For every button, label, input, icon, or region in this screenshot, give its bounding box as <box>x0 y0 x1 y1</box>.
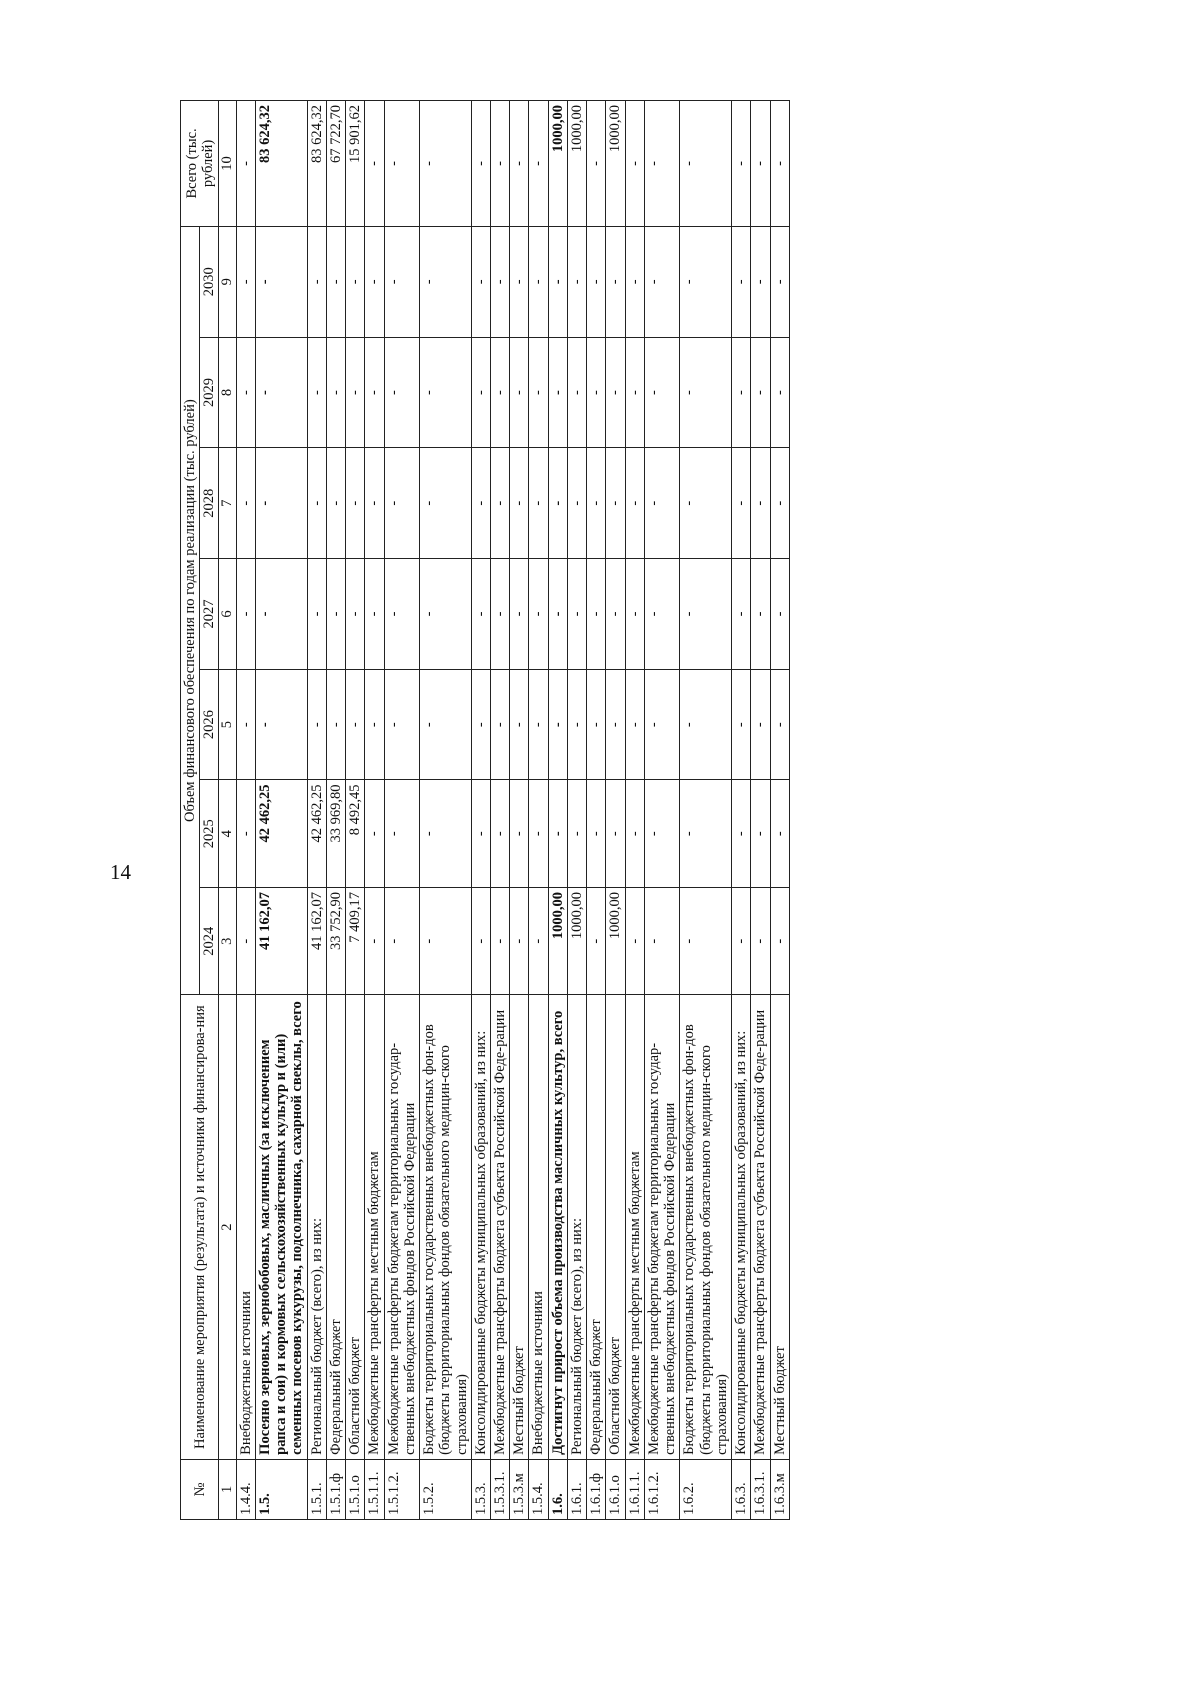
row-year-value-cell: 1000,00 <box>567 887 586 994</box>
row-year-value-cell: - <box>346 669 365 780</box>
row-year-value-cell: - <box>529 887 548 994</box>
row-year-value-cell: - <box>548 669 567 780</box>
row-number-cell: 1.5.3.м <box>510 1459 529 1519</box>
row-year-value-cell: - <box>751 780 770 887</box>
row-year-value-cell: - <box>420 448 472 559</box>
row-name-cell: Межбюджетные трансферты бюджетам территориальных государ-ственных внебюджетных фондов Российской Федерации <box>384 995 419 1459</box>
row-year-value-cell: - <box>567 780 586 887</box>
row-year-value-cell: - <box>644 337 679 448</box>
table-row <box>529 101 548 1520</box>
row-year-value-cell: - <box>644 559 679 670</box>
row-year-value-cell: - <box>510 780 529 887</box>
row-name-cell: Федеральный бюджет <box>587 995 606 1459</box>
row-year-value-cell: - <box>471 337 490 448</box>
table-row <box>307 101 326 1520</box>
row-number-cell: 1.6.1. <box>567 1459 586 1519</box>
row-name-cell: Областной бюджет <box>346 995 365 1459</box>
row-year-value-cell: - <box>384 337 419 448</box>
row-year-value-cell: - <box>346 226 365 337</box>
row-year-value-cell: - <box>680 337 732 448</box>
row-total-cell: - <box>625 101 644 227</box>
column-number: 7 <box>219 448 236 559</box>
row-total-cell: 15 901,62 <box>346 101 365 227</box>
row-year-value-cell: - <box>732 559 751 670</box>
row-year-value-cell: - <box>471 559 490 670</box>
row-year-value-cell: - <box>384 887 419 994</box>
row-number-cell: 1.6.1.о <box>606 1459 625 1519</box>
table-row <box>548 101 567 1520</box>
row-year-value-cell: - <box>587 780 606 887</box>
row-year-value-cell: - <box>587 337 606 448</box>
row-year-value-cell: 1000,00 <box>606 887 625 994</box>
row-year-value-cell: - <box>606 226 625 337</box>
row-year-value-cell: - <box>606 337 625 448</box>
row-total-cell: - <box>236 101 255 227</box>
row-year-value-cell: - <box>510 669 529 780</box>
row-year-value-cell: - <box>770 780 789 887</box>
row-year-value-cell: - <box>751 559 770 670</box>
year-header: 2024 <box>200 887 219 994</box>
row-year-value-cell: - <box>490 780 509 887</box>
row-year-value-cell: - <box>510 887 529 994</box>
row-total-cell: 1000,00 <box>548 101 567 227</box>
col-volume-header: Объем финансового обеспечения по годам реализации (тыс. рублей) <box>181 226 200 995</box>
row-year-value-cell: - <box>365 226 384 337</box>
row-year-value-cell: - <box>606 448 625 559</box>
row-year-value-cell: - <box>529 448 548 559</box>
row-year-value-cell: 42 462,25 <box>255 780 307 887</box>
row-number-cell: 1.5.3. <box>471 1459 490 1519</box>
row-year-value-cell: - <box>770 226 789 337</box>
row-year-value-cell: - <box>307 337 326 448</box>
row-year-value-cell: - <box>490 337 509 448</box>
row-total-cell: - <box>510 101 529 227</box>
row-year-value-cell: - <box>307 448 326 559</box>
row-number-cell: 1.5.1. <box>307 1459 326 1519</box>
row-total-cell: - <box>770 101 789 227</box>
row-year-value-cell: - <box>770 559 789 670</box>
row-year-value-cell: - <box>625 669 644 780</box>
row-year-value-cell: - <box>680 669 732 780</box>
year-header: 2030 <box>200 226 219 337</box>
row-year-value-cell: 33 752,90 <box>326 887 345 994</box>
row-year-value-cell: - <box>567 226 586 337</box>
row-year-value-cell: - <box>732 337 751 448</box>
row-year-value-cell: - <box>346 337 365 448</box>
row-name-cell: Бюджеты территориальных государственных внебюджетных фон-дов (бюджеты территориальных фондов обязательного медицин-ского страхования) <box>420 995 472 1459</box>
row-number-cell: 1.6.2. <box>680 1459 732 1519</box>
row-name-cell: Региональный бюджет (всего), из них: <box>307 995 326 1459</box>
page-number: 14 <box>110 860 131 884</box>
row-year-value-cell: - <box>236 559 255 670</box>
row-year-value-cell: - <box>326 448 345 559</box>
row-year-value-cell: - <box>490 559 509 670</box>
row-number-cell: 1.5.2. <box>420 1459 472 1519</box>
row-name-cell: Областной бюджет <box>606 995 625 1459</box>
row-name-cell: Местный бюджет <box>510 995 529 1459</box>
table-row <box>644 101 679 1520</box>
row-year-value-cell: - <box>255 669 307 780</box>
row-total-cell: - <box>751 101 770 227</box>
row-year-value-cell: - <box>346 559 365 670</box>
row-number-cell: 1.6.1.2. <box>644 1459 679 1519</box>
row-year-value-cell: - <box>770 448 789 559</box>
column-number: 6 <box>219 559 236 670</box>
row-year-value-cell: - <box>732 780 751 887</box>
row-year-value-cell: - <box>548 226 567 337</box>
row-year-value-cell: 8 492,45 <box>346 780 365 887</box>
row-total-cell: - <box>529 101 548 227</box>
row-total-cell: - <box>732 101 751 227</box>
row-year-value-cell: - <box>490 448 509 559</box>
row-year-value-cell: - <box>471 887 490 994</box>
year-header: 2029 <box>200 337 219 448</box>
table-row <box>510 101 529 1520</box>
row-year-value-cell: - <box>529 780 548 887</box>
row-year-value-cell: 7 409,17 <box>346 887 365 994</box>
row-total-cell: - <box>644 101 679 227</box>
row-year-value-cell: - <box>420 669 472 780</box>
column-number: 8 <box>219 337 236 448</box>
row-number-cell: 1.6.1.ф <box>587 1459 606 1519</box>
row-year-value-cell: - <box>751 669 770 780</box>
table-row <box>236 101 255 1520</box>
row-year-value-cell: - <box>567 559 586 670</box>
rotated-table-container <box>180 100 1180 1520</box>
row-year-value-cell: - <box>384 448 419 559</box>
row-year-value-cell: - <box>567 337 586 448</box>
table-row <box>625 101 644 1520</box>
row-year-value-cell: - <box>365 780 384 887</box>
row-year-value-cell: - <box>236 337 255 448</box>
row-total-cell: 83 624,32 <box>307 101 326 227</box>
row-year-value-cell: - <box>680 559 732 670</box>
row-name-cell: Посеяно зерновых, зернобобовых, масличных (за исключением рапса и сои) и кормовых сельскохозяйственных культур и (или) семенных посевов кукурузы, подсолнечника, сахарной свеклы, всего <box>255 995 307 1459</box>
row-number-cell: 1.5. <box>255 1459 307 1519</box>
row-year-value-cell: - <box>587 226 606 337</box>
row-year-value-cell: - <box>548 448 567 559</box>
row-total-cell: - <box>384 101 419 227</box>
row-name-cell: Бюджеты территориальных государственных внебюджетных фон-дов (бюджеты территориальных фондов обязательного медицин-ского страхования) <box>680 995 732 1459</box>
table-row <box>255 101 307 1520</box>
row-total-cell: 1000,00 <box>567 101 586 227</box>
row-year-value-cell: - <box>625 337 644 448</box>
row-year-value-cell: - <box>420 887 472 994</box>
row-year-value-cell: - <box>751 337 770 448</box>
row-year-value-cell: 41 162,07 <box>255 887 307 994</box>
row-year-value-cell: - <box>307 226 326 337</box>
row-year-value-cell: - <box>644 669 679 780</box>
column-number: 4 <box>219 780 236 887</box>
row-year-value-cell: - <box>365 559 384 670</box>
column-number: 9 <box>219 226 236 337</box>
row-year-value-cell: - <box>587 669 606 780</box>
row-name-cell: Достигнут прирост объема производства масличных культур, всего <box>548 995 567 1459</box>
row-year-value-cell: - <box>236 226 255 337</box>
row-year-value-cell: - <box>510 226 529 337</box>
row-year-value-cell: 1000,00 <box>548 887 567 994</box>
row-year-value-cell: - <box>625 448 644 559</box>
row-total-cell: - <box>365 101 384 227</box>
column-number: 3 <box>219 887 236 994</box>
row-name-cell: Местный бюджет <box>770 995 789 1459</box>
header-row-column-numbers <box>219 101 236 1520</box>
row-name-cell: Внебюджетные источники <box>529 995 548 1459</box>
row-year-value-cell: - <box>625 559 644 670</box>
row-year-value-cell: - <box>255 337 307 448</box>
row-total-cell: 83 624,32 <box>255 101 307 227</box>
table-row <box>567 101 586 1520</box>
column-number: 2 <box>219 995 236 1459</box>
row-year-value-cell: - <box>587 448 606 559</box>
row-year-value-cell: - <box>326 669 345 780</box>
table-row <box>365 101 384 1520</box>
row-year-value-cell: - <box>346 448 365 559</box>
row-year-value-cell: - <box>625 780 644 887</box>
row-year-value-cell: - <box>420 337 472 448</box>
row-year-value-cell: - <box>529 226 548 337</box>
row-year-value-cell: - <box>307 559 326 670</box>
row-year-value-cell: - <box>529 669 548 780</box>
row-year-value-cell: - <box>384 780 419 887</box>
row-total-cell: 1000,00 <box>606 101 625 227</box>
row-name-cell: Консолидированные бюджеты муниципальных образований, из них: <box>732 995 751 1459</box>
row-year-value-cell: - <box>384 226 419 337</box>
row-year-value-cell: - <box>587 559 606 670</box>
row-year-value-cell: - <box>625 226 644 337</box>
row-year-value-cell: - <box>236 780 255 887</box>
row-number-cell: 1.6.3.1. <box>751 1459 770 1519</box>
row-year-value-cell: - <box>567 448 586 559</box>
row-year-value-cell: - <box>732 887 751 994</box>
row-year-value-cell: 42 462,25 <box>307 780 326 887</box>
row-year-value-cell: - <box>471 226 490 337</box>
row-year-value-cell: - <box>732 669 751 780</box>
row-year-value-cell: - <box>307 669 326 780</box>
column-number: 1 <box>219 1459 236 1519</box>
row-year-value-cell: - <box>255 559 307 670</box>
row-year-value-cell: - <box>365 669 384 780</box>
financing-table <box>180 100 790 1520</box>
row-year-value-cell: - <box>420 559 472 670</box>
row-year-value-cell: - <box>644 448 679 559</box>
row-year-value-cell: - <box>548 559 567 670</box>
row-year-value-cell: - <box>567 669 586 780</box>
row-year-value-cell: - <box>548 780 567 887</box>
year-header: 2025 <box>200 780 219 887</box>
row-year-value-cell: - <box>680 448 732 559</box>
row-year-value-cell: - <box>606 780 625 887</box>
col-total-header: Всего (тыс. рублей) <box>181 101 219 227</box>
row-total-cell: 67 722,70 <box>326 101 345 227</box>
row-year-value-cell: - <box>365 448 384 559</box>
row-total-cell: - <box>680 101 732 227</box>
row-year-value-cell: - <box>644 226 679 337</box>
row-year-value-cell: - <box>529 559 548 670</box>
row-year-value-cell: - <box>606 559 625 670</box>
row-year-value-cell: - <box>236 887 255 994</box>
row-year-value-cell: - <box>529 337 548 448</box>
row-name-cell: Внебюджетные источники <box>236 995 255 1459</box>
row-year-value-cell: - <box>510 448 529 559</box>
row-year-value-cell: - <box>326 559 345 670</box>
row-year-value-cell: - <box>606 669 625 780</box>
row-year-value-cell: - <box>680 226 732 337</box>
row-year-value-cell: - <box>644 887 679 994</box>
row-year-value-cell: - <box>680 887 732 994</box>
row-name-cell: Межбюджетные трансферты местным бюджетам <box>625 995 644 1459</box>
row-year-value-cell: - <box>751 226 770 337</box>
header-row-1 <box>181 101 200 1520</box>
table-row <box>490 101 509 1520</box>
row-name-cell: Межбюджетные трансферты местным бюджетам <box>365 995 384 1459</box>
table-row <box>326 101 345 1520</box>
row-year-value-cell: - <box>471 448 490 559</box>
row-total-cell: - <box>587 101 606 227</box>
row-year-value-cell: - <box>490 887 509 994</box>
table-row <box>420 101 472 1520</box>
row-name-cell: Региональный бюджет (всего), из них: <box>567 995 586 1459</box>
column-number: 5 <box>219 669 236 780</box>
row-number-cell: 1.5.1.2. <box>384 1459 419 1519</box>
row-number-cell: 1.5.4. <box>529 1459 548 1519</box>
row-year-value-cell: - <box>548 337 567 448</box>
row-year-value-cell: - <box>236 448 255 559</box>
row-number-cell: 1.6.1.1. <box>625 1459 644 1519</box>
row-name-cell: Межбюджетные трансферты бюджетам территориальных государ-ственных внебюджетных фондов Российской Федерации <box>644 995 679 1459</box>
row-year-value-cell: - <box>510 559 529 670</box>
row-total-cell: - <box>471 101 490 227</box>
row-year-value-cell: - <box>471 780 490 887</box>
row-year-value-cell: - <box>751 448 770 559</box>
row-year-value-cell: - <box>770 887 789 994</box>
row-year-value-cell: - <box>732 226 751 337</box>
row-year-value-cell: - <box>420 226 472 337</box>
row-year-value-cell: 33 969,80 <box>326 780 345 887</box>
row-year-value-cell: - <box>384 669 419 780</box>
row-year-value-cell: - <box>510 337 529 448</box>
table-row <box>770 101 789 1520</box>
row-year-value-cell: - <box>236 669 255 780</box>
row-year-value-cell: - <box>255 226 307 337</box>
row-year-value-cell: - <box>420 780 472 887</box>
table-row <box>606 101 625 1520</box>
row-number-cell: 1.5.1.о <box>346 1459 365 1519</box>
row-year-value-cell: - <box>625 887 644 994</box>
row-year-value-cell: - <box>326 337 345 448</box>
row-name-cell: Межбюджетные трансферты бюджета субъекта Российской Феде-рации <box>751 995 770 1459</box>
table-row <box>384 101 419 1520</box>
row-year-value-cell: - <box>751 887 770 994</box>
row-number-cell: 1.5.3.1. <box>490 1459 509 1519</box>
row-year-value-cell: - <box>326 226 345 337</box>
row-year-value-cell: - <box>644 780 679 887</box>
row-number-cell: 1.4.4. <box>236 1459 255 1519</box>
row-year-value-cell: - <box>490 669 509 780</box>
row-number-cell: 1.6. <box>548 1459 567 1519</box>
row-year-value-cell: - <box>680 780 732 887</box>
row-year-value-cell: - <box>490 226 509 337</box>
row-name-cell: Федеральный бюджет <box>326 995 345 1459</box>
table-row <box>471 101 490 1520</box>
row-number-cell: 1.6.3.м <box>770 1459 789 1519</box>
row-year-value-cell: - <box>471 669 490 780</box>
row-year-value-cell: - <box>365 337 384 448</box>
col-no-header: № <box>181 1459 219 1519</box>
year-header: 2028 <box>200 448 219 559</box>
row-year-value-cell: - <box>770 669 789 780</box>
year-header: 2026 <box>200 669 219 780</box>
row-number-cell: 1.6.3. <box>732 1459 751 1519</box>
row-name-cell: Межбюджетные трансферты бюджета субъекта Российской Феде-рации <box>490 995 509 1459</box>
row-name-cell: Консолидированные бюджеты муниципальных образований, из них: <box>471 995 490 1459</box>
year-header: 2027 <box>200 559 219 670</box>
table-row <box>732 101 751 1520</box>
row-total-cell: - <box>420 101 472 227</box>
col-name-header: Наименование мероприятия (результата) и источники финансирова-ния <box>181 995 219 1459</box>
row-year-value-cell: - <box>255 448 307 559</box>
row-number-cell: 1.5.1.1. <box>365 1459 384 1519</box>
row-number-cell: 1.5.1.ф <box>326 1459 345 1519</box>
row-year-value-cell: - <box>770 337 789 448</box>
row-year-value-cell: 41 162,07 <box>307 887 326 994</box>
row-total-cell: - <box>490 101 509 227</box>
row-year-value-cell: - <box>384 559 419 670</box>
row-year-value-cell: - <box>365 887 384 994</box>
row-year-value-cell: - <box>732 448 751 559</box>
table-row <box>346 101 365 1520</box>
table-row <box>587 101 606 1520</box>
table-row <box>751 101 770 1520</box>
table-body <box>236 101 789 1520</box>
row-year-value-cell: - <box>587 887 606 994</box>
table-row <box>680 101 732 1520</box>
column-number: 10 <box>219 101 236 227</box>
